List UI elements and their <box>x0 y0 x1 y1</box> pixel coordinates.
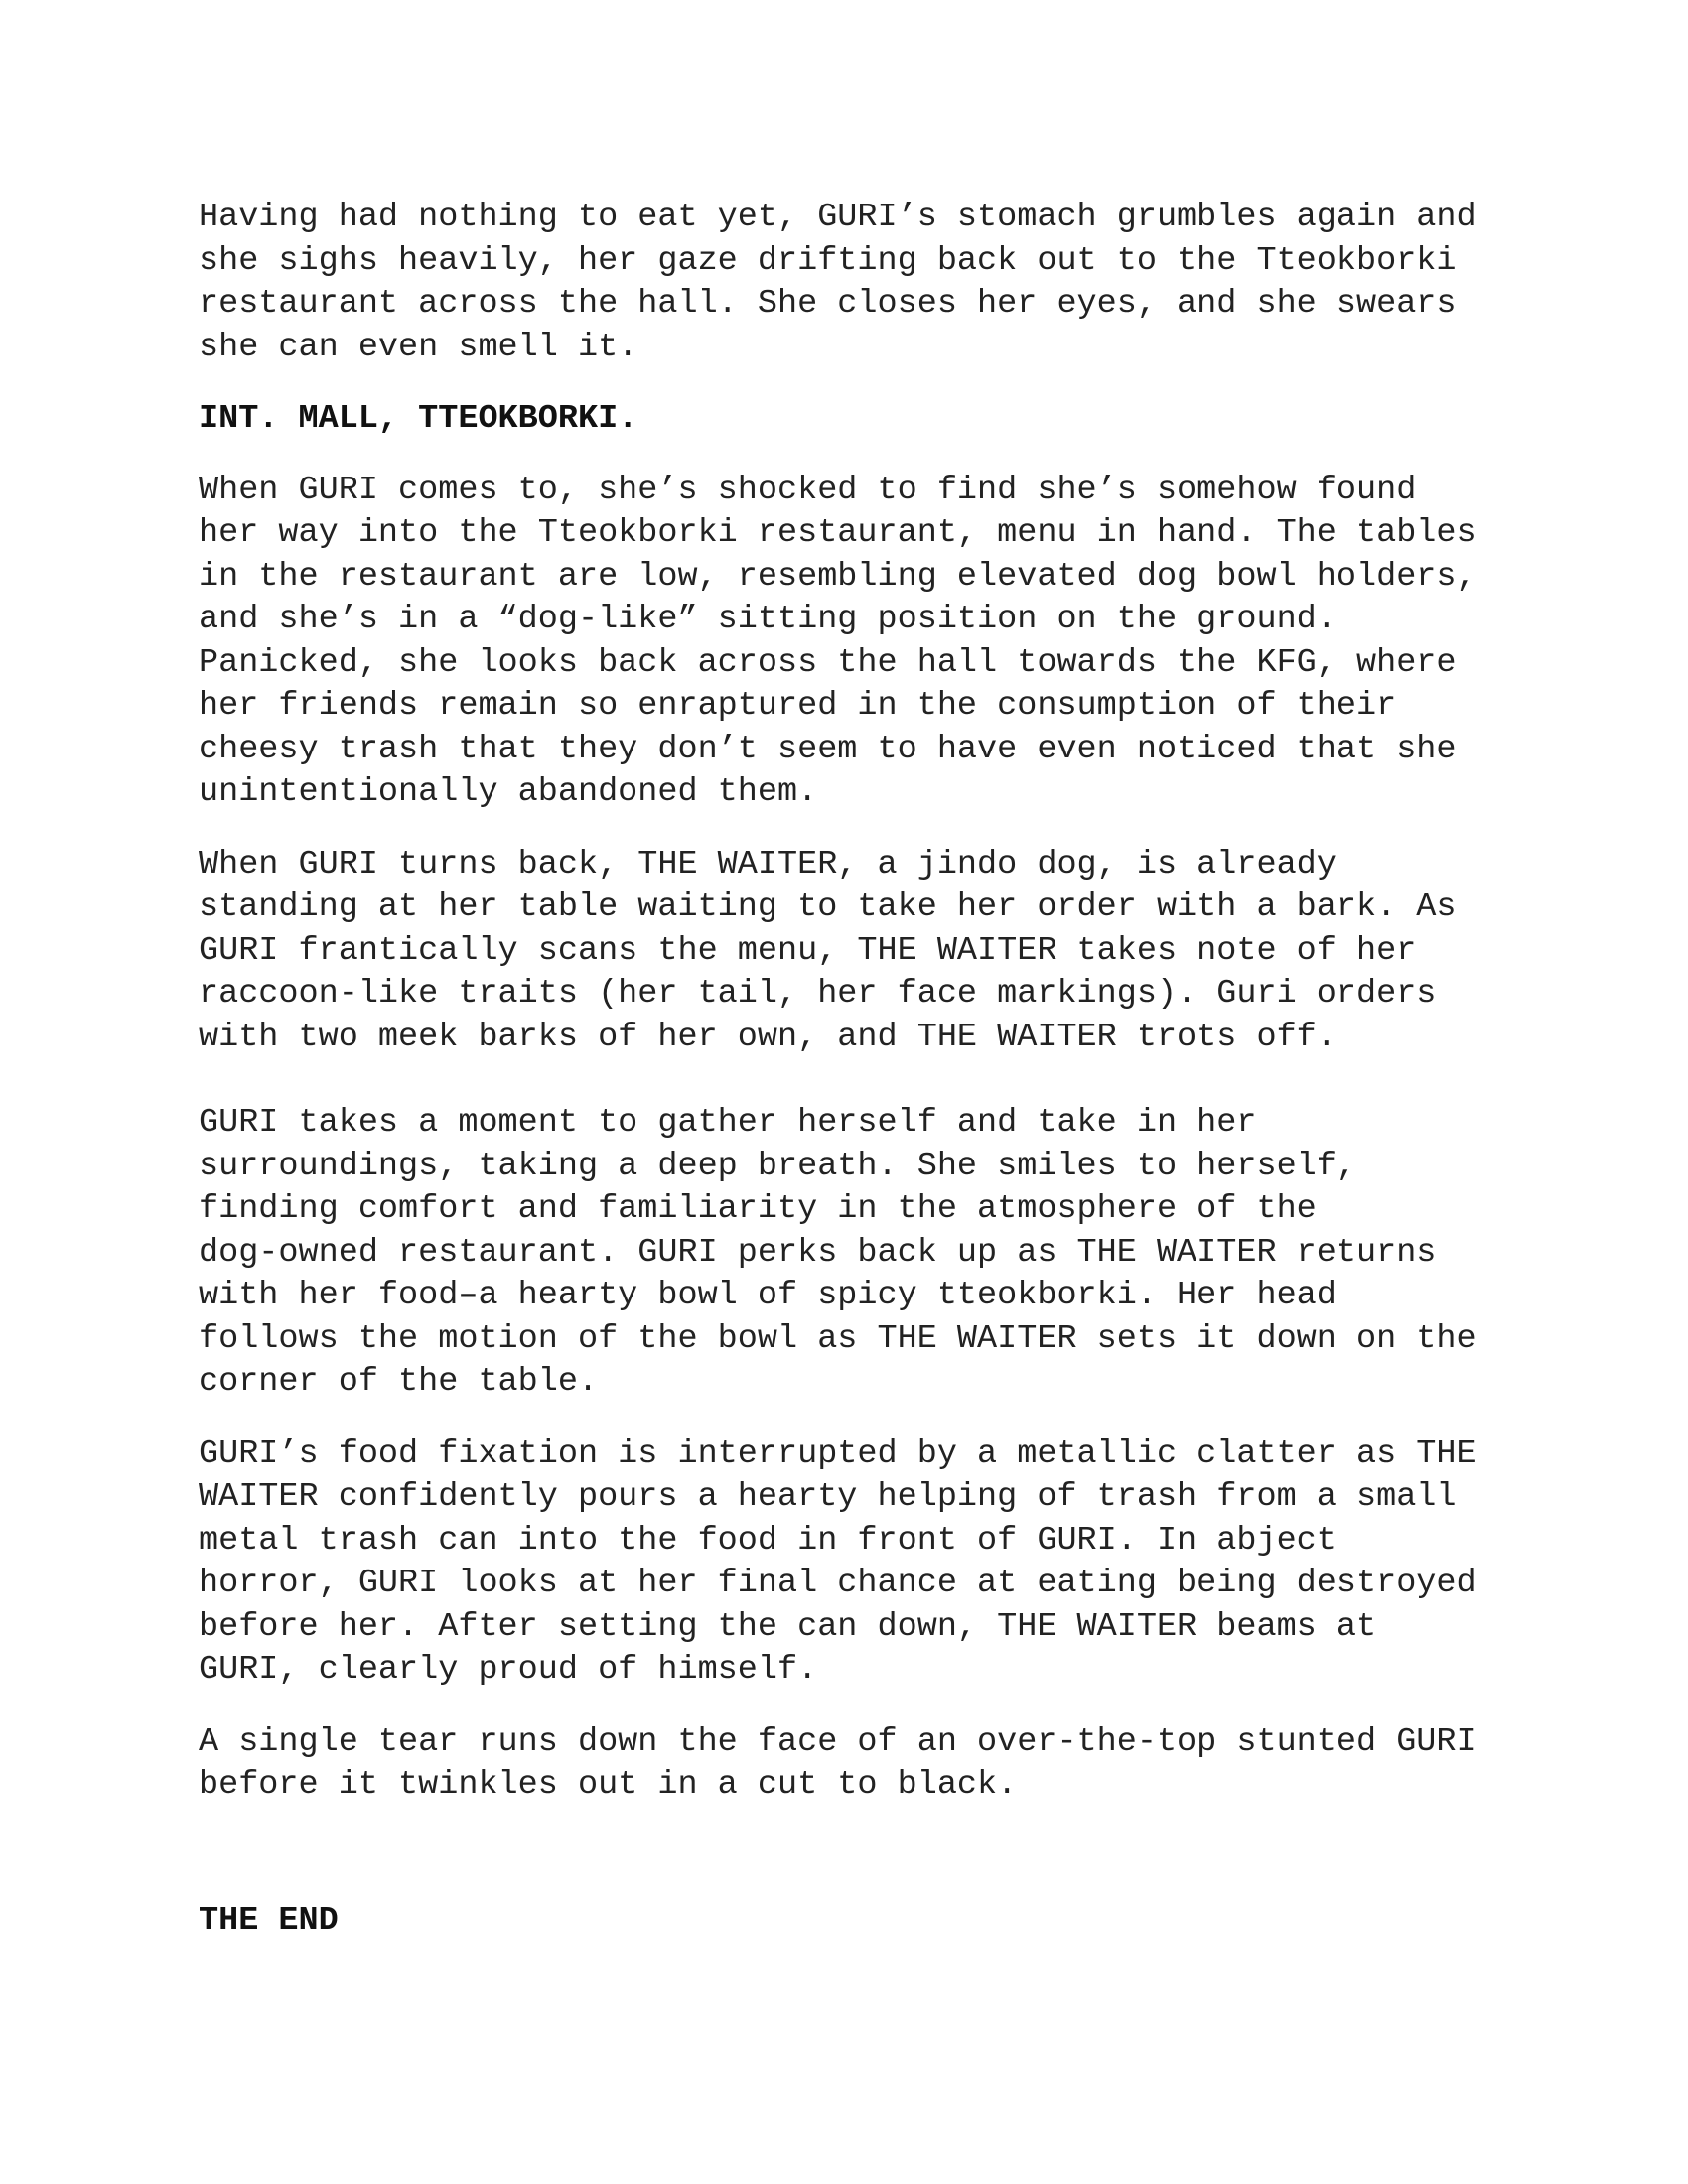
spacer <box>199 442 1489 470</box>
action-paragraph-6: A single tear runs down the face of an over-the-top stunted GURI before it twinkles out in a cut to black. <box>199 1722 1477 1804</box>
spacer <box>199 369 1489 398</box>
action-paragraph-4: GURI takes a moment to gather herself and take in her surroundings, taking a deep breath. She smiles to herself, finding comfort and familiarity in the atmosphere of the dog-owned restaurant. GURI perks back up as THE WAITER returns with her food–a hearty bowl of spicy tteokborki. Her head follows the motion of the bowl as THE WAITER sets it down on the corner of the table. <box>199 1104 1477 1401</box>
action-paragraph-2: When GURI comes to, she’s shocked to find she’s somehow found her way into the Tteokborki restaurant, menu in hand. The tables in the restaurant are low, resembling elevated dog bowl holders, and she’s in a “dog-like” sitting position on the ground. Panicked, she looks back across the hall towards the KFG, where her friends remain so enraptured in the consumption of their cheesy trash that they don’t seem to have even noticed that she unintentionally abandoned them. <box>199 471 1477 811</box>
spacer <box>199 815 1489 844</box>
the-end-heading: THE END <box>199 1901 339 1940</box>
spacer <box>199 1059 1489 1102</box>
action-paragraph-1: Having had nothing to eat yet, GURI’s stomach grumbles again and she sighs heavily, her gaze drifting back out to the Tteokborki restaurant across the hall. She closes her eyes, and she swears she can even smell it. <box>199 199 1477 366</box>
action-paragraph-3: When GURI turns back, THE WAITER, a jindo dog, is already standing at her table waiting to take her order with a bark. As GURI frantically scans the menu, THE WAITER takes note of her raccoon-like traits (her tail, her face markings). Guri orders with two meek barks of her own, and THE WAITER trots off. <box>199 845 1457 1056</box>
action-paragraph-5: GURI’s food fixation is interrupted by a metallic clatter as THE WAITER confidently pours a hearty helping of trash from a small metal trash can into the food in front of GURI. In abject horror, GURI looks at her final chance at eating being destroyed before her. After setting the can down, THE WAITER beams at GURI, clearly proud of himself. <box>199 1434 1477 1689</box>
scene-heading: INT. MALL, TTEOKBORKI. <box>199 400 638 438</box>
screenplay-body <box>199 197 1489 1943</box>
spacer <box>199 1693 1489 1721</box>
spacer <box>199 1405 1489 1433</box>
spacer <box>199 1808 1489 1900</box>
